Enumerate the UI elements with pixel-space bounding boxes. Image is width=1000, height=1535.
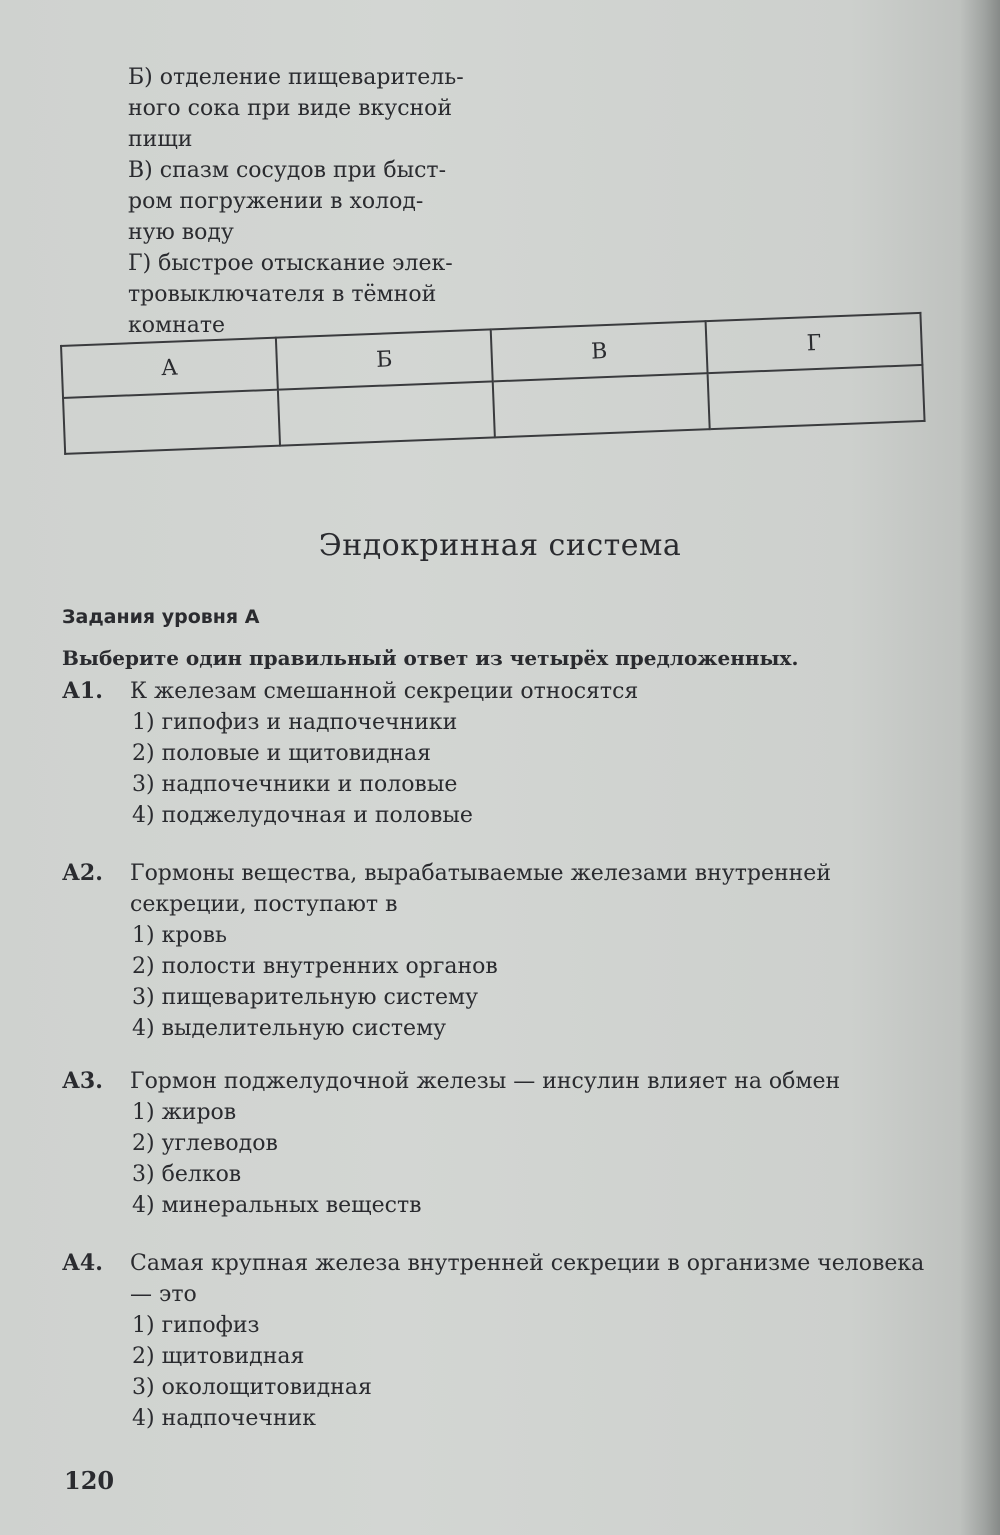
answer-option: 3) околощитовидная [132,1375,372,1400]
option-line: ного сока при виде вкусной [128,96,453,121]
option-line: ром погружении в холод- [128,189,424,214]
question-a4 [62,1248,952,1434]
instruction: Выберите один правильный ответ из четырёх предложенных. [62,646,799,670]
question-text: Гормоны вещества, вырабатываемые железами внутренней секреции, поступают в [130,861,831,917]
answer-option: 1) жиров [132,1100,237,1125]
question-number: А3. [62,1068,103,1094]
page-edge-shadow [960,0,1000,1535]
answer-option: 2) полости внутренних органов [132,954,498,979]
answer-option: 4) поджелудочная и половые [132,803,473,828]
answer-option: 2) щитовидная [132,1344,305,1369]
answer-option: 4) выделительную систему [132,1016,447,1041]
answer-option: 1) гипофиз [132,1313,260,1338]
option-line: комнате [128,313,226,338]
answer-header-a: А [61,338,278,398]
question-number: А1. [62,678,103,704]
answer-cell-b[interactable] [278,381,495,445]
answer-header-g: Г [706,313,923,373]
answer-option: 3) белков [132,1162,242,1187]
question-a2 [62,858,952,1044]
question-a1 [62,676,952,831]
answer-option: 4) надпочечник [132,1406,316,1431]
option-line: Б) отделение пищеваритель- [128,65,464,90]
answer-header-v: В [491,321,708,381]
answer-cell-v[interactable] [493,373,710,437]
level-title: Задания уровня А [62,606,260,628]
option-line: В) спазм сосудов при быст- [128,158,447,183]
option-line: Г) быстрое отыскание элек- [128,251,453,276]
answer-header-b: Б [276,329,493,389]
answer-option: 1) гипофиз и надпочечники [132,710,458,735]
continued-options [128,62,508,341]
answer-option: 3) надпочечники и половые [132,772,458,797]
answer-option: 2) углеводов [132,1131,278,1156]
answer-option: 4) минеральных веществ [132,1193,422,1218]
question-text: Гормон поджелудочной железы — инсулин влияет на обмен [130,1069,841,1094]
question-a3 [62,1066,952,1221]
option-line: ную воду [128,220,234,245]
answer-cell-g[interactable] [708,365,925,429]
answer-option: 3) пищеварительную систему [132,985,479,1010]
question-number: А2. [62,860,103,886]
page-number: 120 [64,1466,115,1495]
option-line: тровыключателя в тёмной [128,282,437,307]
answer-option: 1) кровь [132,923,228,948]
question-text: К железам смешанной секреции относятся [130,679,639,704]
question-text: Самая крупная железа внутренней секреции в организме человека — это [130,1251,925,1307]
answer-cell-a[interactable] [63,390,280,454]
answer-option: 2) половые и щитовидная [132,741,432,766]
option-line: пищи [128,127,193,152]
section-title: Эндокринная система [318,528,682,563]
question-number: А4. [62,1250,103,1276]
